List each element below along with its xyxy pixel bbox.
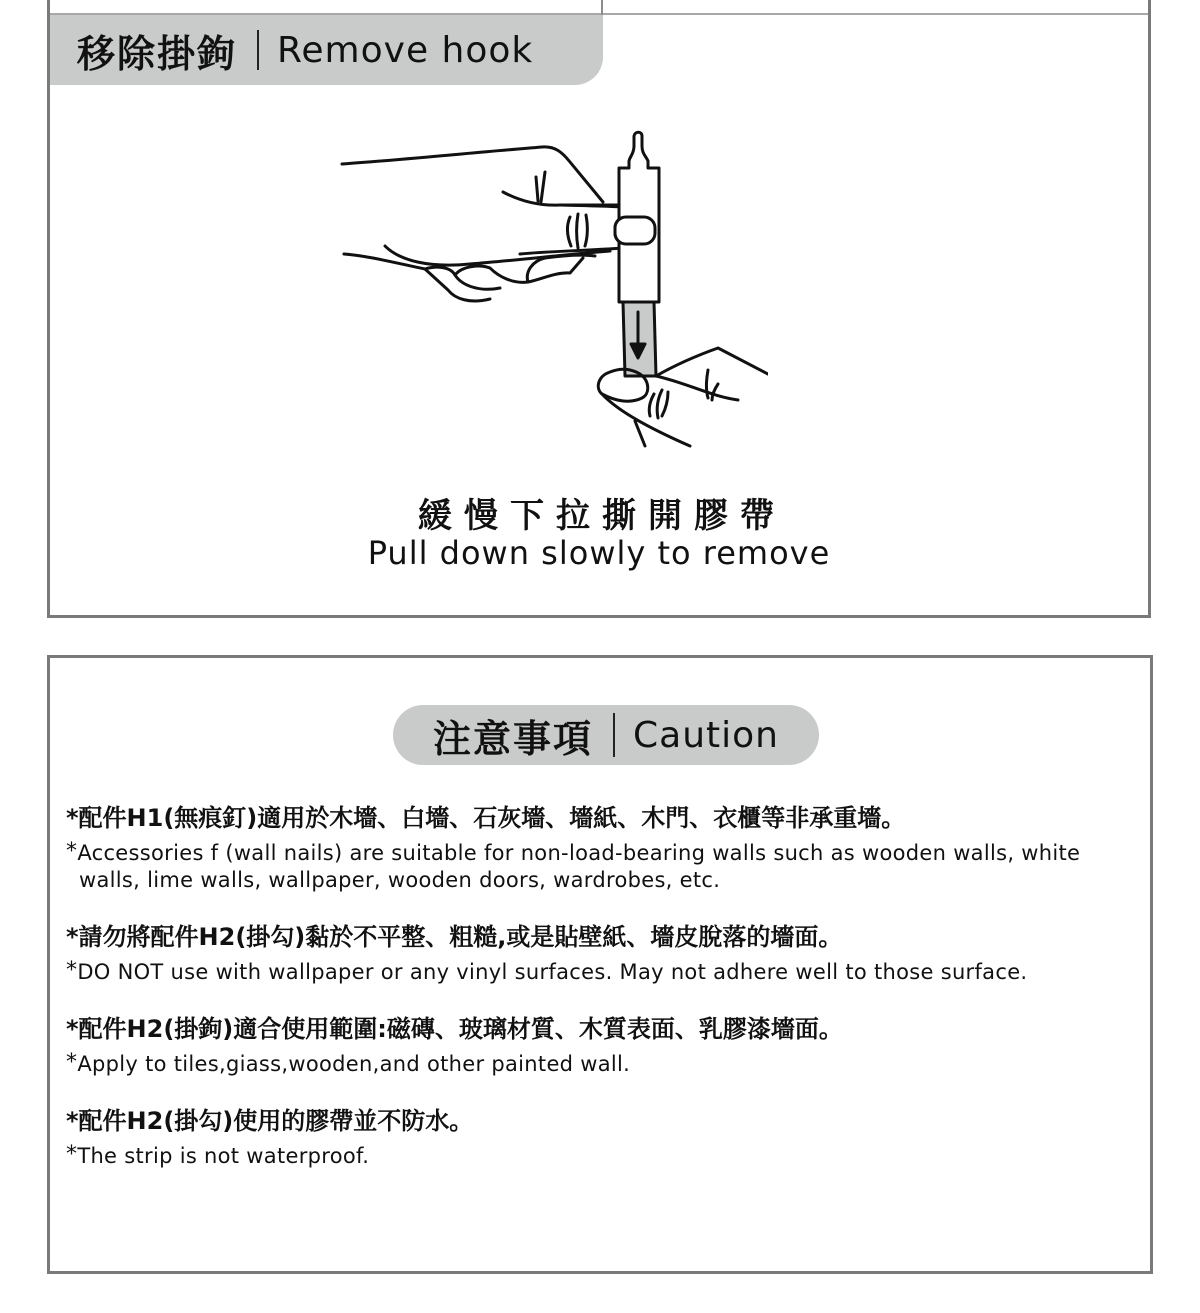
remove-hook-title-en: Remove hook [277,29,534,71]
caution-text-en [66,1143,1146,1170]
top-divider-vertical [601,0,603,15]
caution-text-en-body: DO NOT use with wallpaper or any vinyl surfaces. May not adhere well to those surface. [77,960,1028,984]
title-separator [613,713,615,757]
caution-text-en-body: The strip is not waterproof. [77,1144,370,1168]
caution-item [66,921,1146,986]
caution-text-en [66,959,1146,986]
title-separator [257,30,259,70]
caution-text-en-body: Accessories f (wall nails) are suitable for non-load-bearing walls such as wooden walls, white walls, lime walls, wallpaper, wooden doors, wardrobes, etc. [77,841,1081,892]
caution-text-zh: *請勿將配件H2(掛勾)黏於不平整、粗糙,或是貼壁紙、墻皮脫落的墻面。 [66,923,843,951]
caution-text-en [66,1051,1146,1078]
caution-text-zh: *配件H2(掛鉤)適合使用範圍:磁磚、玻璃材質、木質表面、乳膠漆墻面。 [66,1015,843,1043]
caution-header [393,705,819,765]
caution-text-en-body: Apply to tiles,giass,wooden,and other painted wall. [77,1052,631,1076]
remove-hook-header [50,15,603,85]
remove-caption-zh: 緩慢下拉撕開膠帶 [418,496,786,536]
bullet-star: * [66,1050,78,1075]
caution-panel [47,655,1153,1274]
remove-hook-illustration-icon [288,128,768,450]
caution-list [66,802,1146,1197]
remove-hook-panel [47,0,1151,618]
caution-text-zh: *配件H2(掛勾)使用的膠帶並不防水。 [66,1107,474,1135]
caution-item [66,802,1146,894]
bullet-star: * [66,1142,78,1167]
caution-item [66,1105,1146,1170]
caution-text-en [66,840,1146,894]
caution-item [66,1013,1146,1078]
caution-title-zh: 注意事項 [433,716,594,761]
bullet-star: * [66,839,78,864]
remove-hook-title-zh: 移除掛鉤 [77,31,238,76]
remove-caption-en: Pull down slowly to remove [367,534,831,572]
caution-text-zh: *配件H1(無痕釘)適用於木墻、白墻、石灰墻、墻紙、木門、衣櫃等非承重墻。 [66,804,906,832]
bullet-star: * [66,958,78,983]
caution-title-en: Caution [633,714,779,756]
